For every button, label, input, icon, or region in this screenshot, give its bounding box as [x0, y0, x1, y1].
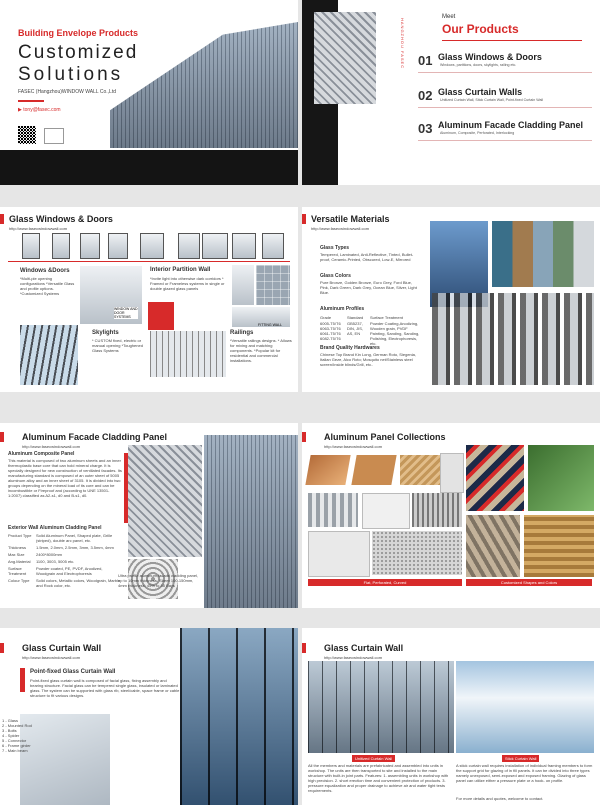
- skylight-photo: [20, 325, 78, 385]
- legend-item: 4 - Spider: [2, 733, 20, 738]
- window-icon-8: [232, 233, 256, 259]
- products-photo: [314, 12, 376, 104]
- panel-sample-5: [308, 493, 358, 527]
- spec-row: [8, 533, 122, 543]
- cladding-photo-1: [128, 445, 202, 557]
- profiles-col-standard: Standard: [347, 315, 364, 320]
- profiles-col-surface: Surface Treatment: [370, 315, 403, 320]
- product-sub: Aluminum, Composite, Perforated, Interlocking: [440, 131, 515, 135]
- page-title: Glass Windows & Doors: [9, 214, 113, 224]
- spec-row: [8, 578, 122, 588]
- product-title: Glass Curtain Walls: [438, 87, 523, 97]
- product-item-1[interactable]: [418, 52, 542, 70]
- panel-sample-1: [305, 455, 350, 485]
- collection-photo-4: [524, 515, 594, 577]
- spec-key: Max Size: [8, 552, 25, 557]
- profiles-title: Aluminum Profiles: [320, 306, 365, 312]
- window-icon-5: [140, 233, 164, 259]
- glass-colors-title: Glass Colors: [320, 273, 351, 279]
- window-icon-2: [52, 233, 70, 259]
- spec-table: [8, 533, 122, 590]
- skylights-title: Skylights: [92, 330, 119, 336]
- product-title: Glass Windows & Doors: [438, 52, 542, 62]
- profiles-col-grade: Grade: [320, 315, 332, 320]
- window-icon-4: [108, 233, 128, 259]
- product-num: 02: [418, 88, 433, 103]
- title-bar: [0, 432, 4, 442]
- product-num: 01: [418, 53, 433, 68]
- curtain-left-page: [0, 628, 298, 805]
- meet-underline: [442, 40, 582, 41]
- spec-row: [8, 559, 122, 564]
- partition-photo-2: [256, 265, 290, 305]
- window-icon-1: [22, 233, 40, 259]
- qr-code: [18, 126, 36, 144]
- glass-swatch-grid: [492, 221, 594, 287]
- label-left: Flat, Perforated, Curved: [308, 579, 462, 586]
- divider-line: [8, 261, 290, 262]
- glass-types-title: Glass Types: [320, 245, 350, 251]
- meet-title: Our Products: [442, 22, 519, 36]
- legend-item: 5 - Connector: [2, 738, 27, 743]
- panel-sample-3: [400, 455, 440, 485]
- email-text: tony@fasec.com: [23, 107, 61, 113]
- ext-title: Exterior Wall Aluminum Cladding Panel: [8, 525, 102, 531]
- legend-item: 3 - Bolts: [2, 728, 17, 733]
- legend-item: 2 - Mounted Rod: [2, 723, 32, 728]
- product-title: Aluminum Facade Cladding Panel: [438, 120, 584, 130]
- window-icon-7: [202, 233, 228, 259]
- panel-sample-2: [351, 455, 396, 485]
- hardware-title: Brand Quality Hardwares: [320, 345, 380, 351]
- wall-label: FITTING WALL: [258, 323, 282, 327]
- window-label: WINDOW AND DOOR SYSTEMS: [114, 307, 138, 319]
- panel-sample-6: [362, 493, 410, 529]
- unitized-label: Unitized Curtain Wall: [352, 755, 395, 762]
- wd-text: *Multi-ple opening configurations *Versatile Glass and profile options. *Customized Systems: [20, 276, 75, 296]
- spec-value: 2400*8000mm: [36, 552, 63, 557]
- spec-value: 1100, 3003, 5005 etc.: [36, 559, 75, 564]
- profiles-grades: 6005-T5/T6 6063-T5/T6 6061-T5/T6 6082-T5/T6: [320, 321, 341, 341]
- stick-text: A stick curtain wall requires installation of individual framing members to form the support grid for glazing of in fill panels. It can be divided into three types namely unexposed, semi-exposed and exposed framing. Glazing of glass panel can utilize either a pressure plate or a hook- on profile.: [456, 763, 593, 783]
- page-url: http://www.fasecwindowwall.com: [324, 655, 383, 660]
- title-bar: [302, 432, 306, 442]
- meet-label: Meet: [442, 14, 456, 20]
- legend-item: 7 - Main beam: [2, 748, 28, 753]
- label-right: Customized Shapes and Colors: [466, 579, 592, 586]
- spec-key: Thickness: [8, 545, 27, 550]
- materials-page: [302, 207, 600, 392]
- panel-sample-8: [308, 531, 370, 577]
- collection-photo-3: [466, 515, 520, 577]
- product-item-2[interactable]: [418, 87, 544, 105]
- cladding-photo-2: [204, 435, 298, 608]
- spec-value: Solid colors, Metallic colors, Woodgrain, Marble and Rock color, etc.: [36, 578, 121, 588]
- glass-types-text: Tempered, Laminated, Anti-Reflective, Tinted, Bullet-proof, Ceramic-Printed, Obscured, Low-E, Mirrored: [320, 252, 414, 262]
- page-title: Glass Curtain Wall: [22, 643, 102, 653]
- product-sub: Unitized Curtain Wall, Stick Curtain Wall, Point-fixed Curtain Wall: [440, 98, 544, 102]
- product-divider: [418, 140, 592, 141]
- railings-title: Railings: [230, 330, 254, 336]
- window-icon-9: [262, 233, 284, 259]
- page-url: http://www.fasecwindowwall.com: [311, 226, 370, 231]
- cover-company: FASEC (Hangzhou)WINDOW WALL Co.,Ltd: [18, 89, 116, 95]
- spec-value: 1.5mm, 2.0mm, 2.5mm, 3mm, 3.5mm, 4mm: [36, 545, 114, 550]
- wd-title: Windows &Doors: [20, 268, 70, 274]
- spec-key: Surface Treatment: [8, 566, 27, 576]
- arrow-icon: ▶: [18, 107, 22, 113]
- cover-building-photo: [110, 22, 298, 148]
- stick-label: Stick Curtain Wall: [502, 755, 539, 762]
- spec-value: Powder coated, PE, PVDF, Anodized, Woodgrain and Electrophoresis: [36, 566, 103, 576]
- spec-row: [8, 545, 122, 550]
- title-bar: [302, 643, 306, 653]
- panel-sample-9: [372, 531, 462, 575]
- window-icon-3: [80, 233, 100, 259]
- cover-tag: Building Envelope Products: [18, 28, 139, 38]
- page-url: http://www.fasecwindowwall.com: [22, 444, 81, 449]
- acp-text: This material is composed of two aluminum sheets and an inner thermoplastic base core that can hold mineral charge. It is specially designed for new construction of ventilated facades. Its manufacturing standard is composed of an outer sheet of 5005 aluminum alloy and an inner sheet of 3105. It is divided into two groups depending on the mineral load of its core and can be incombustible or Fireproof and (according to UNE 13501-1:2007) classified as A2-s1, d0 and B-s1, d0.: [8, 458, 122, 498]
- page-title: Aluminum Facade Cladding Panel: [22, 432, 168, 442]
- acp-title: Aluminum Composite Panel: [8, 451, 75, 457]
- hangzhou-vertical: HANGZHOU FASEC: [400, 18, 405, 70]
- window-icon-6: [178, 233, 200, 259]
- glass-windows-page: [0, 207, 298, 392]
- cover-page: [0, 0, 298, 185]
- partition-text: *Invite light into otherwise dark corridors * Framed or Frameless systems in single or double glazed glass panels: [150, 276, 225, 291]
- red-corner: [20, 668, 25, 692]
- legend: [2, 718, 42, 753]
- legend-item: 1 - Glass: [2, 718, 19, 723]
- spec-key: Ang.Material: [8, 559, 31, 564]
- spec-row: [8, 552, 122, 557]
- skylights-text: * CUSTOM fixed, electric or manual opening *Toughened Glass Systems: [92, 338, 143, 353]
- red-block: [148, 302, 174, 330]
- partition-photo-1: [232, 265, 254, 305]
- collection-photo-2: [528, 445, 594, 511]
- collections-page: [302, 423, 600, 608]
- profiles-surface: Powder Coating,Anodizing, Wooden grain, PVDF Painting, Sanding, Sanding, Polishing, Electrophoresis, etc.: [370, 321, 420, 346]
- partition-title: Interior Partition Wall: [150, 267, 211, 273]
- legend-item: 6 - Frame girder: [2, 743, 31, 748]
- collection-photo-1: [466, 445, 524, 511]
- spec-key: Colour Type: [8, 578, 30, 583]
- product-num: 03: [418, 121, 433, 136]
- cladding-caption: Ultra profile aluminum facade cladding panel, up to 10mm thickness. Sheer 100-150mm, 4mm thickness; 45% to 48 Bays: [118, 573, 199, 588]
- spec-row: [8, 566, 122, 576]
- panel-sample-7: [412, 493, 462, 527]
- title-bar: [0, 643, 4, 653]
- page-url: http://www.fasecwindowwall.com: [22, 655, 81, 660]
- page-title: Versatile Materials: [311, 214, 390, 224]
- railing-photo: [150, 331, 226, 377]
- stick-photo: [456, 661, 594, 753]
- cover-red-line: [18, 100, 44, 102]
- page-url: http://www.fasecwindowwall.com: [9, 226, 68, 231]
- product-divider: [418, 72, 592, 73]
- hardware-text: Chinese Top Brand Kin Long, German Roto, Siegenia, Italian Geze, Alco Roto; Mosquito net/Stainless steel screen/Inside blinds/Grill, etc..: [320, 352, 416, 367]
- panel-sample-4: [440, 453, 464, 493]
- email-link[interactable]: [18, 107, 61, 113]
- railings-text: *Versatile railings designs. * Allows for mixing and matching components. *Popular kit for residential and commercial installations.: [230, 338, 292, 363]
- page-url: http://www.fasecwindowwall.com: [324, 444, 383, 449]
- cover-logo: [44, 128, 64, 144]
- glass-colors-text: Pure Bronze, Golden Bronze, Euro Grey, Ford Blue, Pink, Dark Green, Dark Grey, Ocean Blue, Silver, Light Blue.: [320, 280, 417, 295]
- unitized-photo: [308, 661, 454, 753]
- product-item-3[interactable]: [418, 120, 584, 138]
- curtain-photo: [180, 628, 298, 805]
- cover-title-line2: Solutions: [18, 64, 124, 85]
- title-bar: [0, 214, 4, 224]
- cover-title-line1: Customized: [18, 42, 139, 63]
- curtain-right-page: [302, 628, 600, 805]
- product-sub: Windows, partitions, doors, skylights, railing etc.: [440, 63, 517, 67]
- curtain-sub: Point-fixed Glass Curtain Wall: [30, 669, 116, 675]
- title-bar: [302, 214, 306, 224]
- page-title: Glass Curtain Wall: [324, 643, 404, 653]
- spec-key: Product Type: [8, 533, 32, 538]
- cladding-page: [0, 423, 298, 608]
- profiles-photo: [432, 293, 594, 385]
- curtain-text: Point-fixed glass curtain wall is composed of facial glass, fixing assembly and bearing structure. Facial glass can be tempered single glass, insulated or laminated glass. The system can be supported with glass rib, steel/cable, space frame or cable structure to fit various designs.: [30, 678, 180, 698]
- profiles-standard: GB5237, DIN, JIS, AS, EN: [347, 321, 364, 336]
- unitized-text: All the members and materials are prefabricated and assembled into units in workshop. The units are then transported to site and installed to the main structure with built-in joint parts. Features: 1. assembling units in workshop with high precision. 2. short erection time and convenient protection of products. 3. pressure equalization and proper drainage to achieve air and water tight tests requirements.: [308, 763, 449, 793]
- more-text: For more details and quotes, welcome to contact.: [456, 796, 544, 801]
- product-divider: [418, 107, 592, 108]
- cover-black-block: [0, 150, 298, 185]
- spec-value: Solid Aluminum Panel, Shaped plate, Grille (striped), double arc panel, etc.: [36, 533, 113, 543]
- page-title: Aluminum Panel Collections: [324, 432, 446, 442]
